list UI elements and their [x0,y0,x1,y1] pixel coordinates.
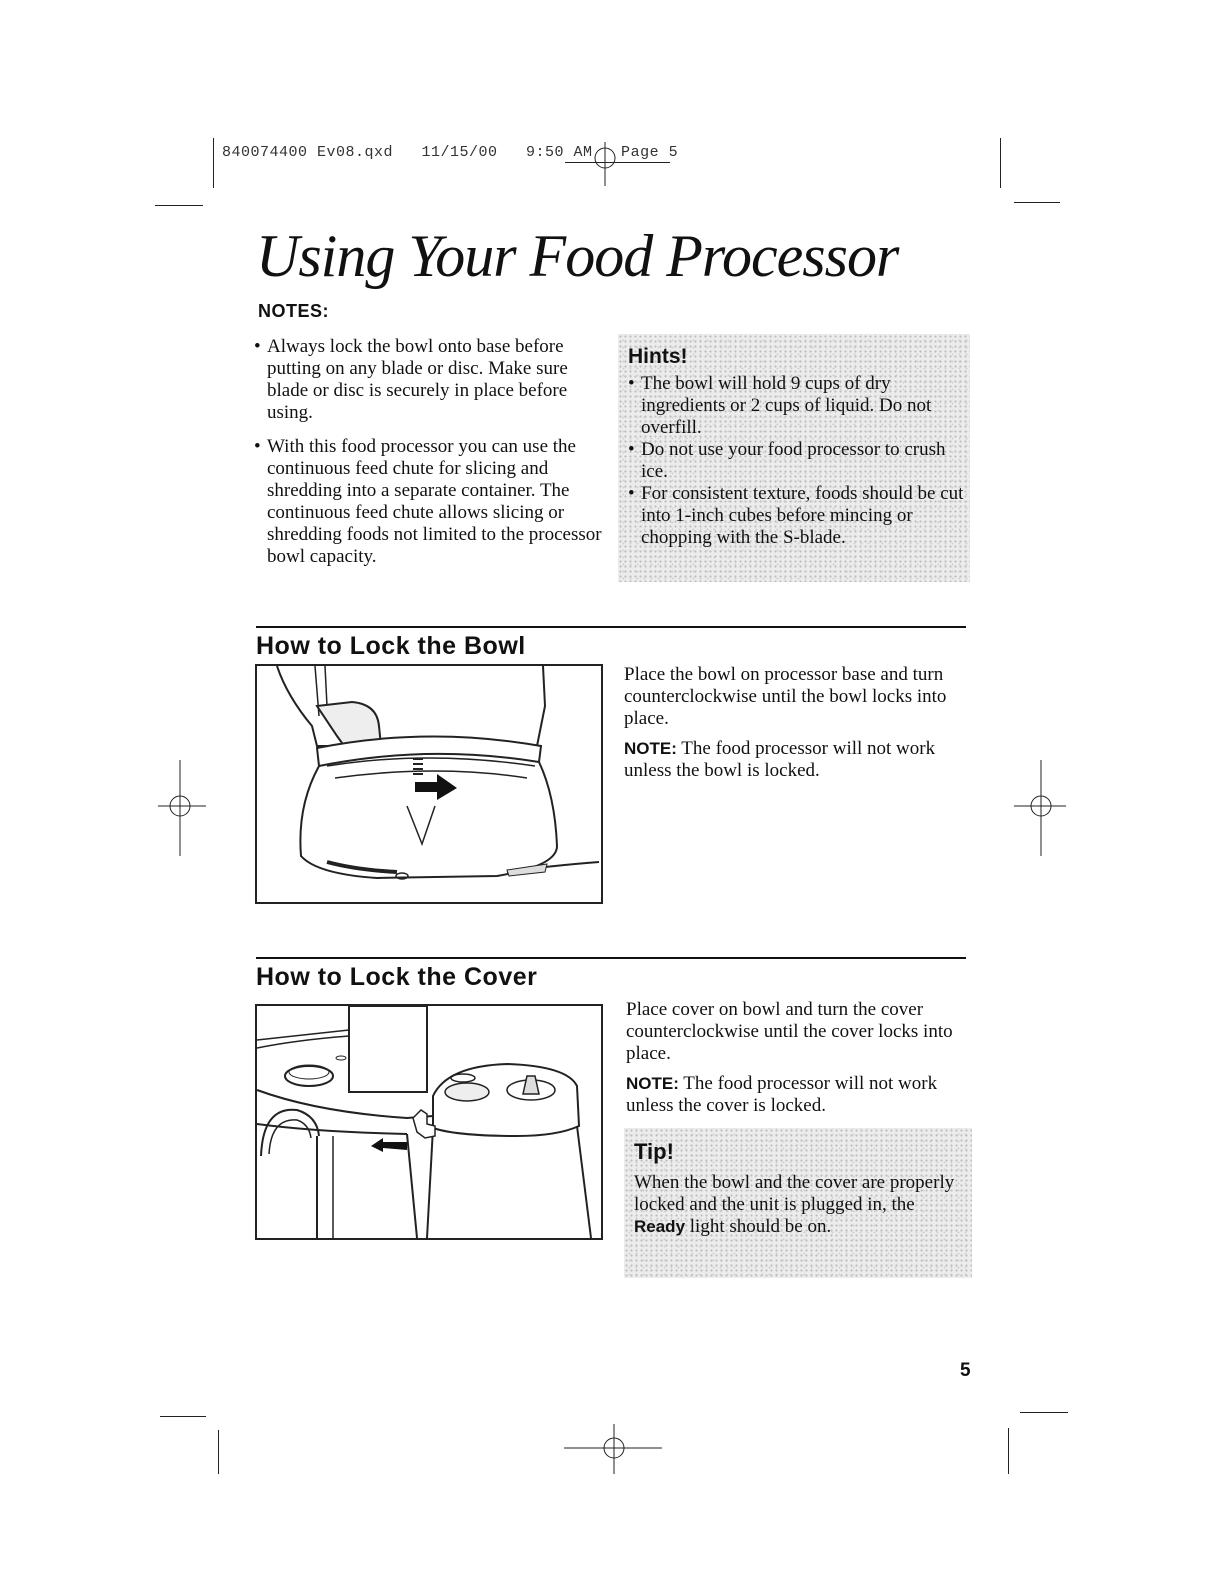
bullet: • [254,336,261,357]
tip-text [634,1172,964,1238]
registration-mark-bottom [564,1420,664,1476]
hint-text: The bowl will hold 9 cups of dry ingredients or 2 cups of liquid. Do not overfill. [641,373,932,438]
cover-lock-illustration [255,1004,603,1240]
bowl-note [624,738,974,782]
registration-mark-top [585,138,625,190]
registration-mark-right [1014,760,1068,860]
bowl-lock-illustration [255,664,603,904]
notes-label: NOTES: [258,301,330,321]
list-item [254,336,604,424]
hints-list [628,373,968,549]
cover-instruction-text: Place cover on bowl and turn the cover counterclockwise until the cover locks into place. [626,999,953,1064]
page-title: Using Your Food Processor [256,223,899,289]
section-divider [256,626,966,628]
bullet: • [628,439,635,460]
list-item [628,373,968,439]
hint-text: Do not use your food processor to crush ice. [641,439,946,482]
ready-label: Ready [634,1217,686,1236]
hint-text: For consistent texture, foods should be cut into 1-inch cubes before mincing or chopping with the S-blade. [641,483,964,548]
print-slug: 840074400 Ev08.qxd 11/15/00 9:50 AM Page 5 [222,144,679,161]
note-text: Always lock the bowl onto base before putting on any blade or disc. Make sure blade or disc is securely in place before using. [267,336,568,423]
cover-note [626,1073,976,1117]
tip-text-end: light should be on. [685,1216,832,1237]
bowl-instructions [624,664,974,790]
bowl-instruction-text: Place the bowl on processor base and turn counterclockwise until the bowl locks into place. [624,664,947,729]
note-label: NOTE: [626,1074,679,1093]
cover-instructions [626,999,976,1125]
tip-text-start: When the bowl and the cover are properly locked and the unit is plugged in, the [634,1172,955,1215]
tip-title: Tip! [634,1139,674,1164]
bullet: • [628,373,635,394]
registration-mark-left [158,760,208,860]
hints-title: Hints! [628,345,688,368]
list-item [628,439,968,483]
list-item [628,483,968,549]
note-label: NOTE: [624,739,677,758]
bullet: • [254,436,261,457]
section-divider [256,957,966,959]
notes-list [254,336,604,580]
bowl-lock-drawing [257,666,601,902]
note-text: The food processor will not work unless the cover is locked. [626,1073,938,1116]
cover-section-heading: How to Lock the Cover [256,963,538,991]
note-text: With this food processor you can use the continuous feed chute for slicing and shredding into a separate container. The continuous feed chute allows slicing or shredding foods not limited to the processor bowl capacity. [267,436,602,567]
bowl-section-heading: How to Lock the Bowl [256,632,526,660]
list-item [254,436,604,568]
note-text: The food processor will not work unless the bowl is locked. [624,738,936,781]
bullet: • [628,483,635,504]
page-number: 5 [960,1360,971,1381]
cover-lock-drawing [257,1006,601,1238]
